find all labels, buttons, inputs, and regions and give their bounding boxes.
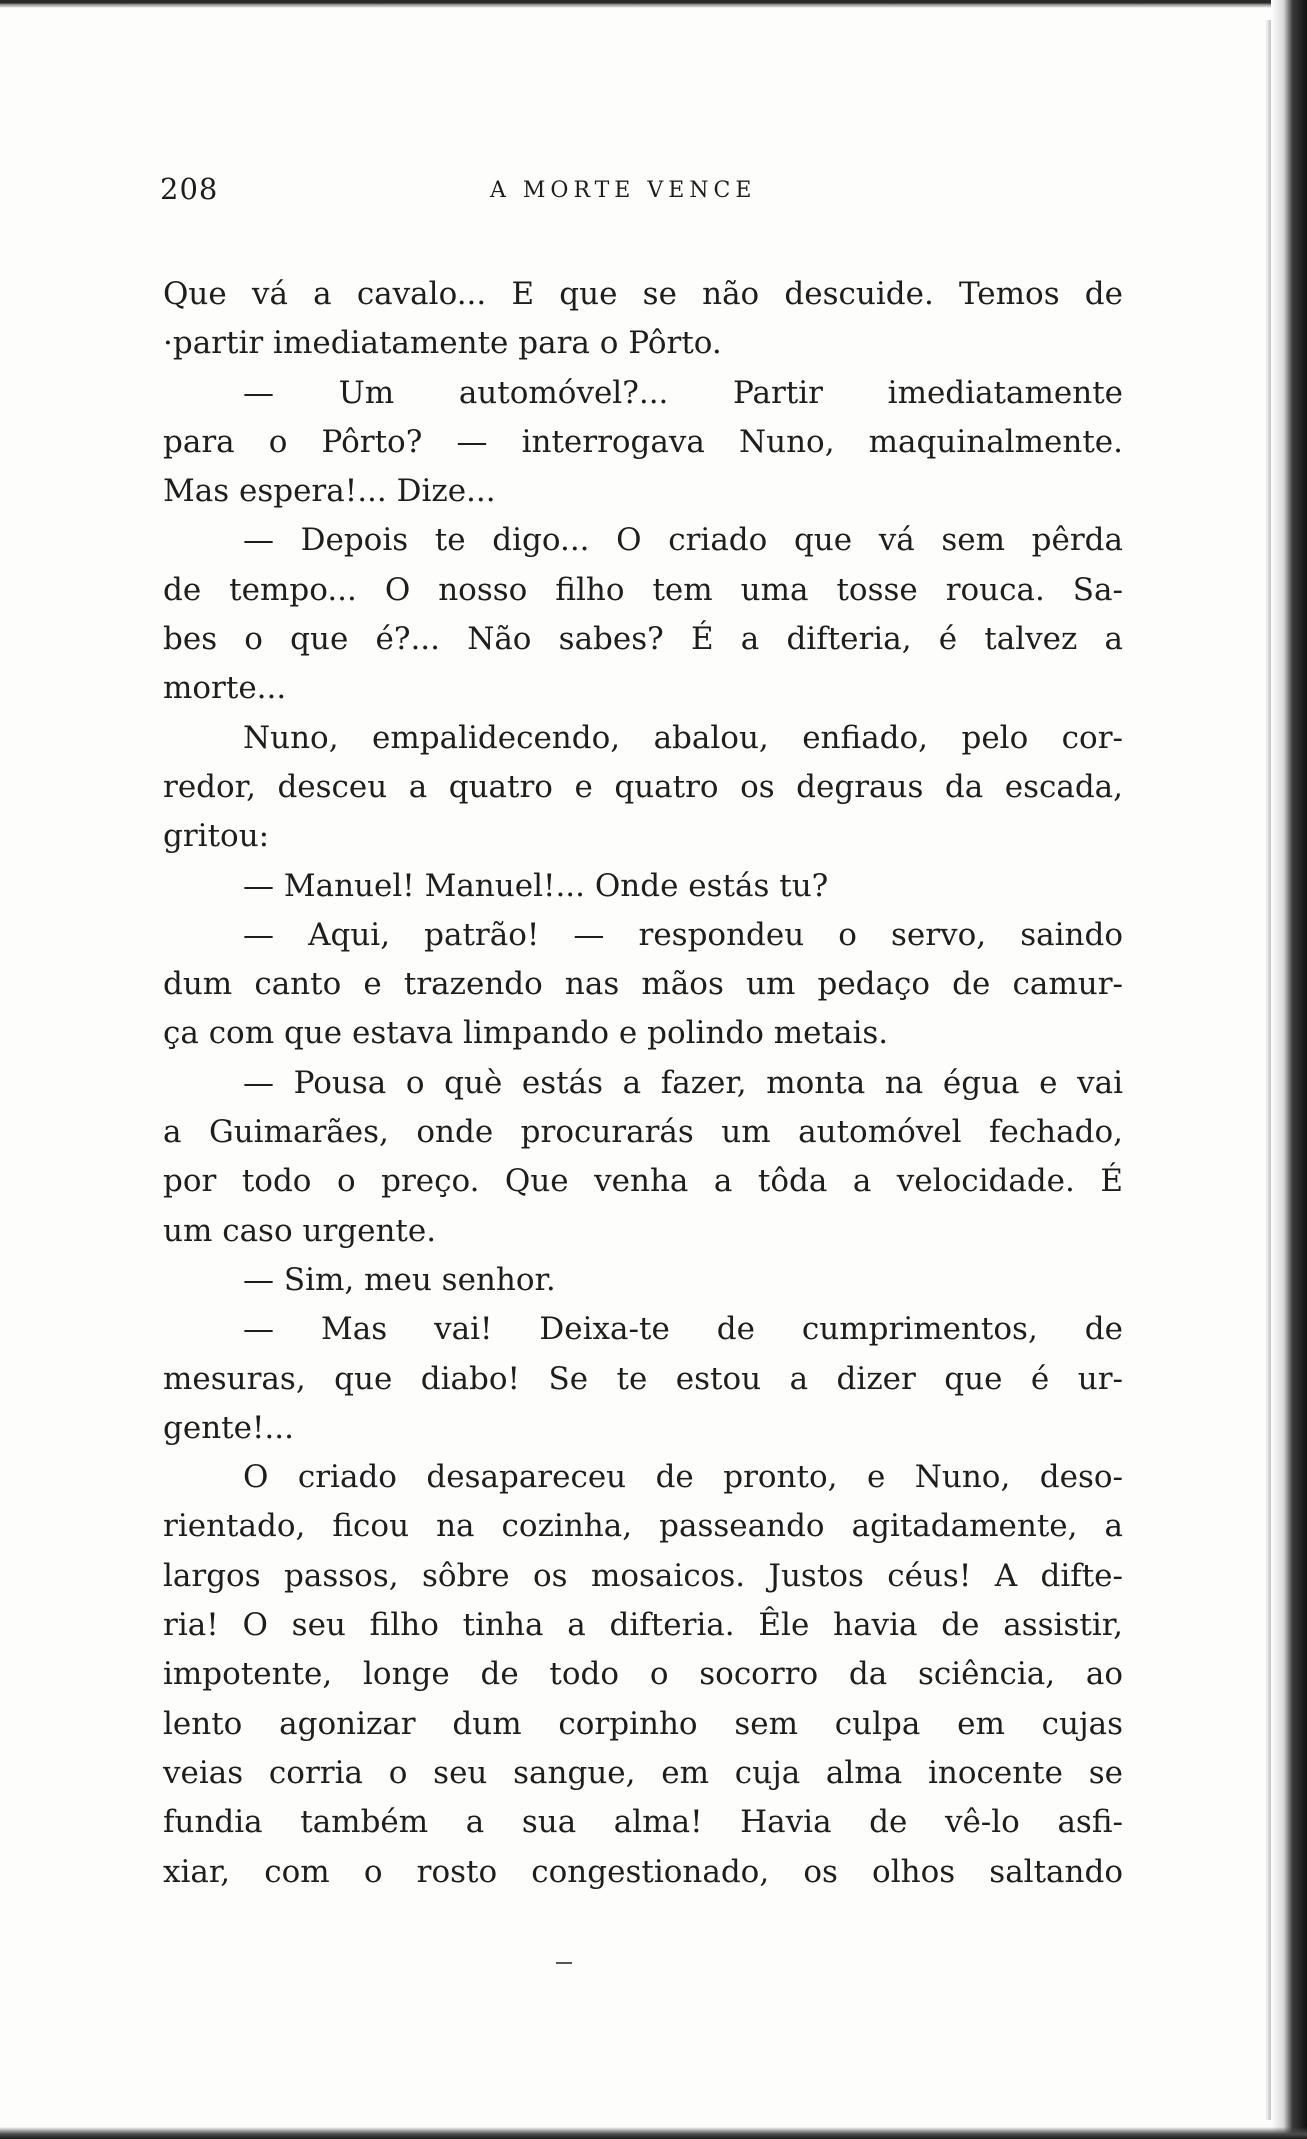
page-header [160, 172, 1120, 212]
text-line: — Aqui, patrão! — respondeu o servo, saindo [243, 916, 1123, 953]
text-line: lento agonizar dum corpinho sem culpa em cujas [163, 1705, 1123, 1742]
text-line: morte... [163, 670, 287, 707]
text-line: veias corria o seu sangue, em cuja alma inocente se [163, 1754, 1123, 1791]
text-line: O criado desapareceu de pronto, e Nuno, deso- [243, 1459, 1123, 1496]
text-line: Nuno, empalidecendo, abalou, enfiado, pelo cor- [243, 719, 1123, 756]
text-line: ria! O seu filho tinha a difteria. Êle havia de assistir, [163, 1607, 1123, 1644]
body-text [163, 270, 1123, 1897]
text-line: por todo o preço. Que venha a tôda a velocidade. É [163, 1163, 1123, 1200]
text-line: dum canto e trazendo nas mãos um pedaço de camur- [163, 966, 1123, 1003]
text-line: xiar, com o rosto congestionado, os olhos saltando [163, 1853, 1123, 1890]
scan-bottom-border [0, 2127, 1307, 2139]
stray-mark [556, 1962, 572, 1964]
text-line: redor, desceu a quatro e quatro os degraus da escada, [163, 768, 1123, 805]
page-number: 208 [160, 172, 219, 206]
text-line: Mas espera!... Dize... [163, 473, 496, 510]
text-line: ·partir imediatamente para o Pôrto. [163, 325, 722, 362]
text-line: a Guimarães, onde procurarás um automóvel fechado, [163, 1114, 1123, 1151]
running-title: A MORTE VENCE [490, 178, 757, 203]
text-line: — Pousa o què estás a fazer, monta na égua e vai [243, 1064, 1123, 1101]
text-line: um caso urgente. [163, 1212, 437, 1249]
text-line: largos passos, sôbre os mosaicos. Justos céus! A difte- [163, 1557, 1123, 1594]
scan-shadow [1265, 20, 1271, 2120]
scan-top-border [0, 0, 1307, 8]
text-line: para o Pôrto? — interrogava Nuno, maquinalmente. [163, 423, 1123, 460]
text-line: bes o que é?... Não sabes? É a difteria, é talvez a [163, 621, 1123, 658]
text-line: fundia também a sua alma! Havia de vê-lo asfi- [163, 1804, 1123, 1841]
text-line: ça com que estava limpando e polindo metais. [163, 1015, 889, 1052]
text-line: rientado, ficou na cozinha, passeando agitadamente, a [163, 1508, 1123, 1545]
text-line: impotente, longe de todo o socorro da sciência, ao [163, 1656, 1123, 1693]
text-line: — Manuel! Manuel!... Onde estás tu? [243, 867, 829, 904]
text-line: mesuras, que diabo! Se te estou a dizer que é ur- [163, 1360, 1123, 1397]
text-line: — Sim, meu senhor. [243, 1261, 556, 1298]
text-line: gritou: [163, 818, 270, 855]
text-line: — Depois te digo... O criado que vá sem pêrda [243, 522, 1123, 559]
text-line: gente!... [163, 1409, 294, 1446]
text-line: — Um automóvel?... Partir imediatamente [243, 374, 1123, 411]
scan-binding-edge [1271, 0, 1307, 2139]
text-line: — Mas vai! Deixa-te de cumprimentos, de [243, 1311, 1123, 1348]
text-line: de tempo... O nosso filho tem uma tosse rouca. Sa- [163, 571, 1123, 608]
text-line: Que vá a cavalo... E que se não descuide. Temos de [163, 276, 1123, 312]
